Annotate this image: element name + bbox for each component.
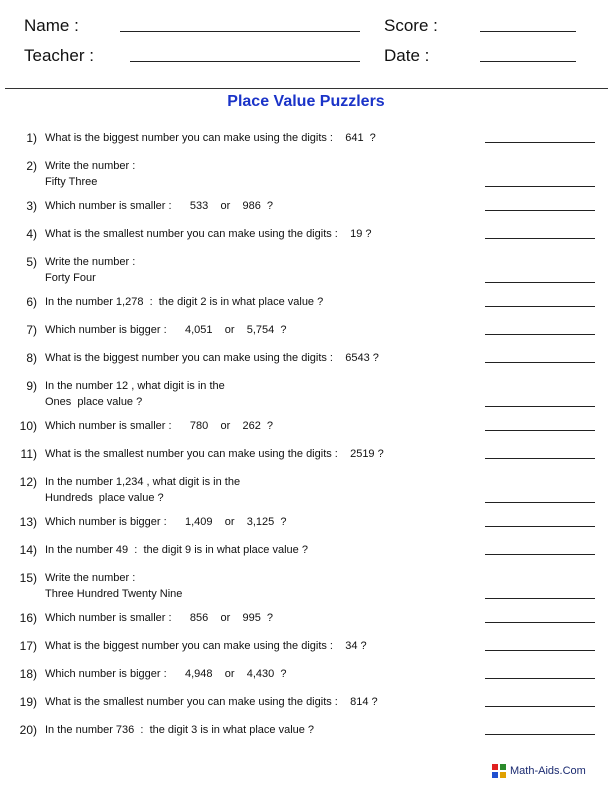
answer-blank[interactable]	[485, 306, 595, 307]
worksheet-title: Place Value Puzzlers	[227, 93, 385, 110]
question-number: 20)	[19, 723, 37, 737]
question-number: 10)	[19, 419, 37, 433]
question-text-continued: Hundreds place value ?	[45, 492, 164, 504]
question-text-continued: Fifty Three	[45, 176, 98, 188]
question-text: Write the number :	[45, 160, 136, 172]
answer-blank[interactable]	[485, 406, 595, 407]
question-text: Write the number :	[45, 572, 136, 584]
question-text: What is the biggest number you can make using the digits : 34 ?	[45, 640, 367, 652]
question-number: 8)	[26, 351, 37, 365]
question-text: What is the smallest number you can make using the digits : 814 ?	[45, 696, 378, 708]
answer-blank[interactable]	[485, 334, 595, 335]
question-number: 6)	[26, 295, 37, 309]
question-text: In the number 1,278 : the digit 2 is in what place value ?	[45, 296, 324, 308]
answer-blank[interactable]	[485, 706, 595, 707]
question-text: Which number is bigger : 4,051 or 5,754 ?	[45, 324, 287, 336]
answer-blank[interactable]	[485, 430, 595, 431]
question-number: 19)	[19, 695, 37, 709]
question-text: Which number is bigger : 4,948 or 4,430 ?	[45, 668, 287, 680]
question-text: Which number is smaller : 856 or 995 ?	[45, 612, 274, 624]
answer-blank[interactable]	[485, 502, 595, 503]
question-number: 14)	[19, 543, 37, 557]
question-number: 3)	[26, 199, 37, 213]
question-text: Which number is smaller : 780 or 262 ?	[45, 420, 274, 432]
question-text: Which number is smaller : 533 or 986 ?	[45, 200, 274, 212]
question-number: 4)	[26, 227, 37, 241]
question-number: 18)	[19, 667, 37, 681]
answer-blank[interactable]	[485, 238, 595, 239]
footer-brand	[492, 764, 586, 778]
question-number: 13)	[19, 515, 37, 529]
question-number: 7)	[26, 323, 37, 337]
question-text: What is the biggest number you can make using the digits : 6543 ?	[45, 352, 379, 364]
question-text: Write the number :	[45, 256, 136, 268]
answer-blank[interactable]	[485, 526, 595, 527]
question-number: 9)	[26, 379, 37, 393]
answer-blank[interactable]	[485, 554, 595, 555]
teacher-label: Teacher :	[24, 46, 94, 65]
answer-blank[interactable]	[485, 458, 595, 459]
question-text: What is the smallest number you can make using the digits : 19 ?	[45, 228, 372, 240]
question-text: In the number 1,234 , what digit is in the	[45, 476, 241, 488]
question-text: Which number is bigger : 1,409 or 3,125 ?	[45, 516, 287, 528]
header-divider	[5, 88, 608, 89]
question-number: 17)	[19, 639, 37, 653]
question-number: 15)	[19, 571, 37, 585]
answer-blank[interactable]	[485, 734, 595, 735]
answer-blank[interactable]	[485, 678, 595, 679]
question-number: 12)	[19, 475, 37, 489]
answer-blank[interactable]	[485, 210, 595, 211]
teacher-blank[interactable]	[130, 61, 360, 62]
answer-blank[interactable]	[485, 622, 595, 623]
answer-blank[interactable]	[485, 362, 595, 363]
question-number: 2)	[26, 159, 37, 173]
question-text-continued: Ones place value ?	[45, 396, 143, 408]
score-label: Score :	[384, 16, 438, 35]
question-number: 16)	[19, 611, 37, 625]
name-blank[interactable]	[120, 31, 360, 32]
answer-blank[interactable]	[485, 282, 595, 283]
answer-blank[interactable]	[485, 142, 595, 143]
question-text: What is the biggest number you can make using the digits : 641 ?	[45, 132, 376, 144]
answer-blank[interactable]	[485, 598, 595, 599]
question-text: In the number 49 : the digit 9 is in what place value ?	[45, 544, 308, 556]
question-text: What is the smallest number you can make using the digits : 2519 ?	[45, 448, 384, 460]
question-text: In the number 736 : the digit 3 is in what place value ?	[45, 724, 315, 736]
math-aids-logo-icon	[492, 764, 506, 778]
date-blank[interactable]	[480, 61, 576, 62]
date-label: Date :	[384, 46, 430, 65]
score-blank[interactable]	[480, 31, 576, 32]
answer-blank[interactable]	[485, 650, 595, 651]
question-number: 11)	[20, 447, 37, 461]
question-text-continued: Forty Four	[45, 272, 96, 284]
answer-blank[interactable]	[485, 186, 595, 187]
name-label: Name :	[24, 16, 79, 35]
question-text-continued: Three Hundred Twenty Nine	[45, 588, 183, 600]
question-text: In the number 12 , what digit is in the	[45, 380, 225, 392]
question-number: 5)	[26, 255, 37, 269]
question-number: 1)	[26, 131, 37, 145]
footer-brand-text: Math-Aids.Com	[510, 764, 586, 777]
